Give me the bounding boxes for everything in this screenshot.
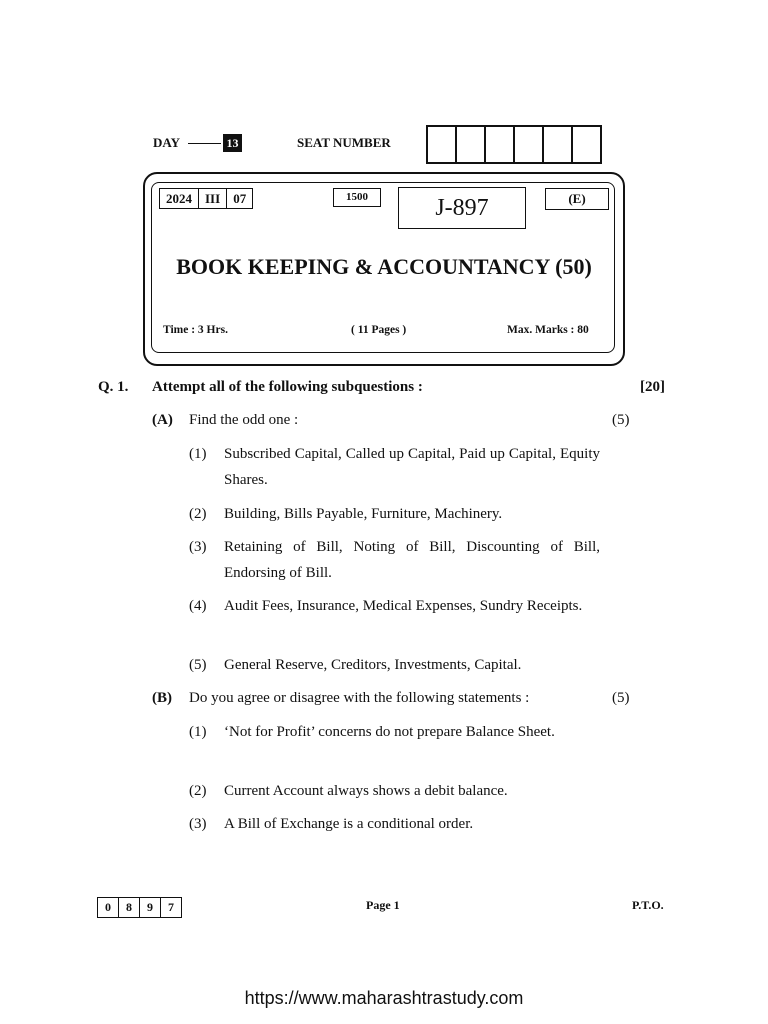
item-text: General Reserve, Creditors, Investments, Capital. xyxy=(224,657,522,673)
please-turn-over: P.T.O. xyxy=(632,898,664,912)
page-number: Page 1 xyxy=(366,898,400,912)
section-letter: (A) xyxy=(152,412,173,428)
item-text: Audit Fees, Insurance, Medical Expenses, Sundry Receipts. xyxy=(224,598,583,614)
question-number: Q. 1. xyxy=(98,379,129,395)
section-instruction: Do you agree or disagree with the following statements : xyxy=(189,690,530,706)
item-text: ‘Not for Profit’ concerns do not prepare Balance Sheet. xyxy=(224,724,555,740)
paper-code: J-897 xyxy=(398,187,526,229)
item-number: (4) xyxy=(189,598,207,614)
item-number: (2) xyxy=(189,506,207,522)
seat-number-cell xyxy=(486,127,515,162)
footer-code-digit: 0 xyxy=(98,898,119,917)
exam-duration: Time : 3 Hrs. xyxy=(163,324,228,336)
watermark-url: https://www.maharashtrastudy.com xyxy=(244,988,524,1008)
seat-number-label: SEAT NUMBER xyxy=(297,135,391,150)
seat-number-cell xyxy=(457,127,486,162)
max-marks: Max. Marks : 80 xyxy=(507,324,589,336)
day-value: 13 xyxy=(223,134,242,152)
seat-number-cell xyxy=(544,127,573,162)
subject-title: BOOK KEEPING & ACCOUNTANCY (50) xyxy=(176,254,592,279)
item-text: Subscribed Capital, Called up Capital, Paid up Capital, Equity Shares. xyxy=(224,446,600,488)
question-marks: [20] xyxy=(640,379,665,395)
item-text: Retaining of Bill, Noting of Bill, Discounting of Bill, Endorsing of Bill. xyxy=(224,539,600,581)
item-number: (3) xyxy=(189,816,207,832)
question-title: Attempt all of the following subquestions : xyxy=(152,379,423,395)
item-number: (1) xyxy=(189,446,207,462)
month-code: III xyxy=(199,189,227,208)
section-marks: (5) xyxy=(612,690,630,706)
seat-number-boxes xyxy=(426,125,602,164)
item-number: (5) xyxy=(189,657,207,673)
day-label: DAY xyxy=(153,135,180,150)
item-number: (3) xyxy=(189,539,207,555)
item-text: Current Account always shows a debit balance. xyxy=(224,783,508,799)
seat-number-cell xyxy=(573,127,600,162)
day-code: 07 xyxy=(233,191,247,206)
seat-number-cell xyxy=(515,127,544,162)
paper-code-footer-boxes xyxy=(97,897,182,918)
language-medium: (E) xyxy=(545,188,609,210)
section-instruction: Find the odd one : xyxy=(189,412,299,428)
paper-session-code xyxy=(159,188,253,209)
day-divider-line xyxy=(188,143,221,144)
section-marks: (5) xyxy=(612,412,630,428)
item-text: A Bill of Exchange is a conditional order. xyxy=(224,816,474,832)
item-number: (2) xyxy=(189,783,207,799)
page-count: ( 11 Pages ) xyxy=(351,324,407,336)
seat-number-cell xyxy=(428,127,457,162)
footer-code-digit: 9 xyxy=(140,898,161,917)
item-text: Building, Bills Payable, Furniture, Machinery. xyxy=(224,506,503,522)
footer-code-digit: 8 xyxy=(119,898,140,917)
year-code: 2024 xyxy=(160,189,199,208)
item-number: (1) xyxy=(189,724,207,740)
footer-code-digit: 7 xyxy=(168,900,174,914)
paper-count: 1500 xyxy=(333,188,381,207)
section-letter: (B) xyxy=(152,690,172,706)
